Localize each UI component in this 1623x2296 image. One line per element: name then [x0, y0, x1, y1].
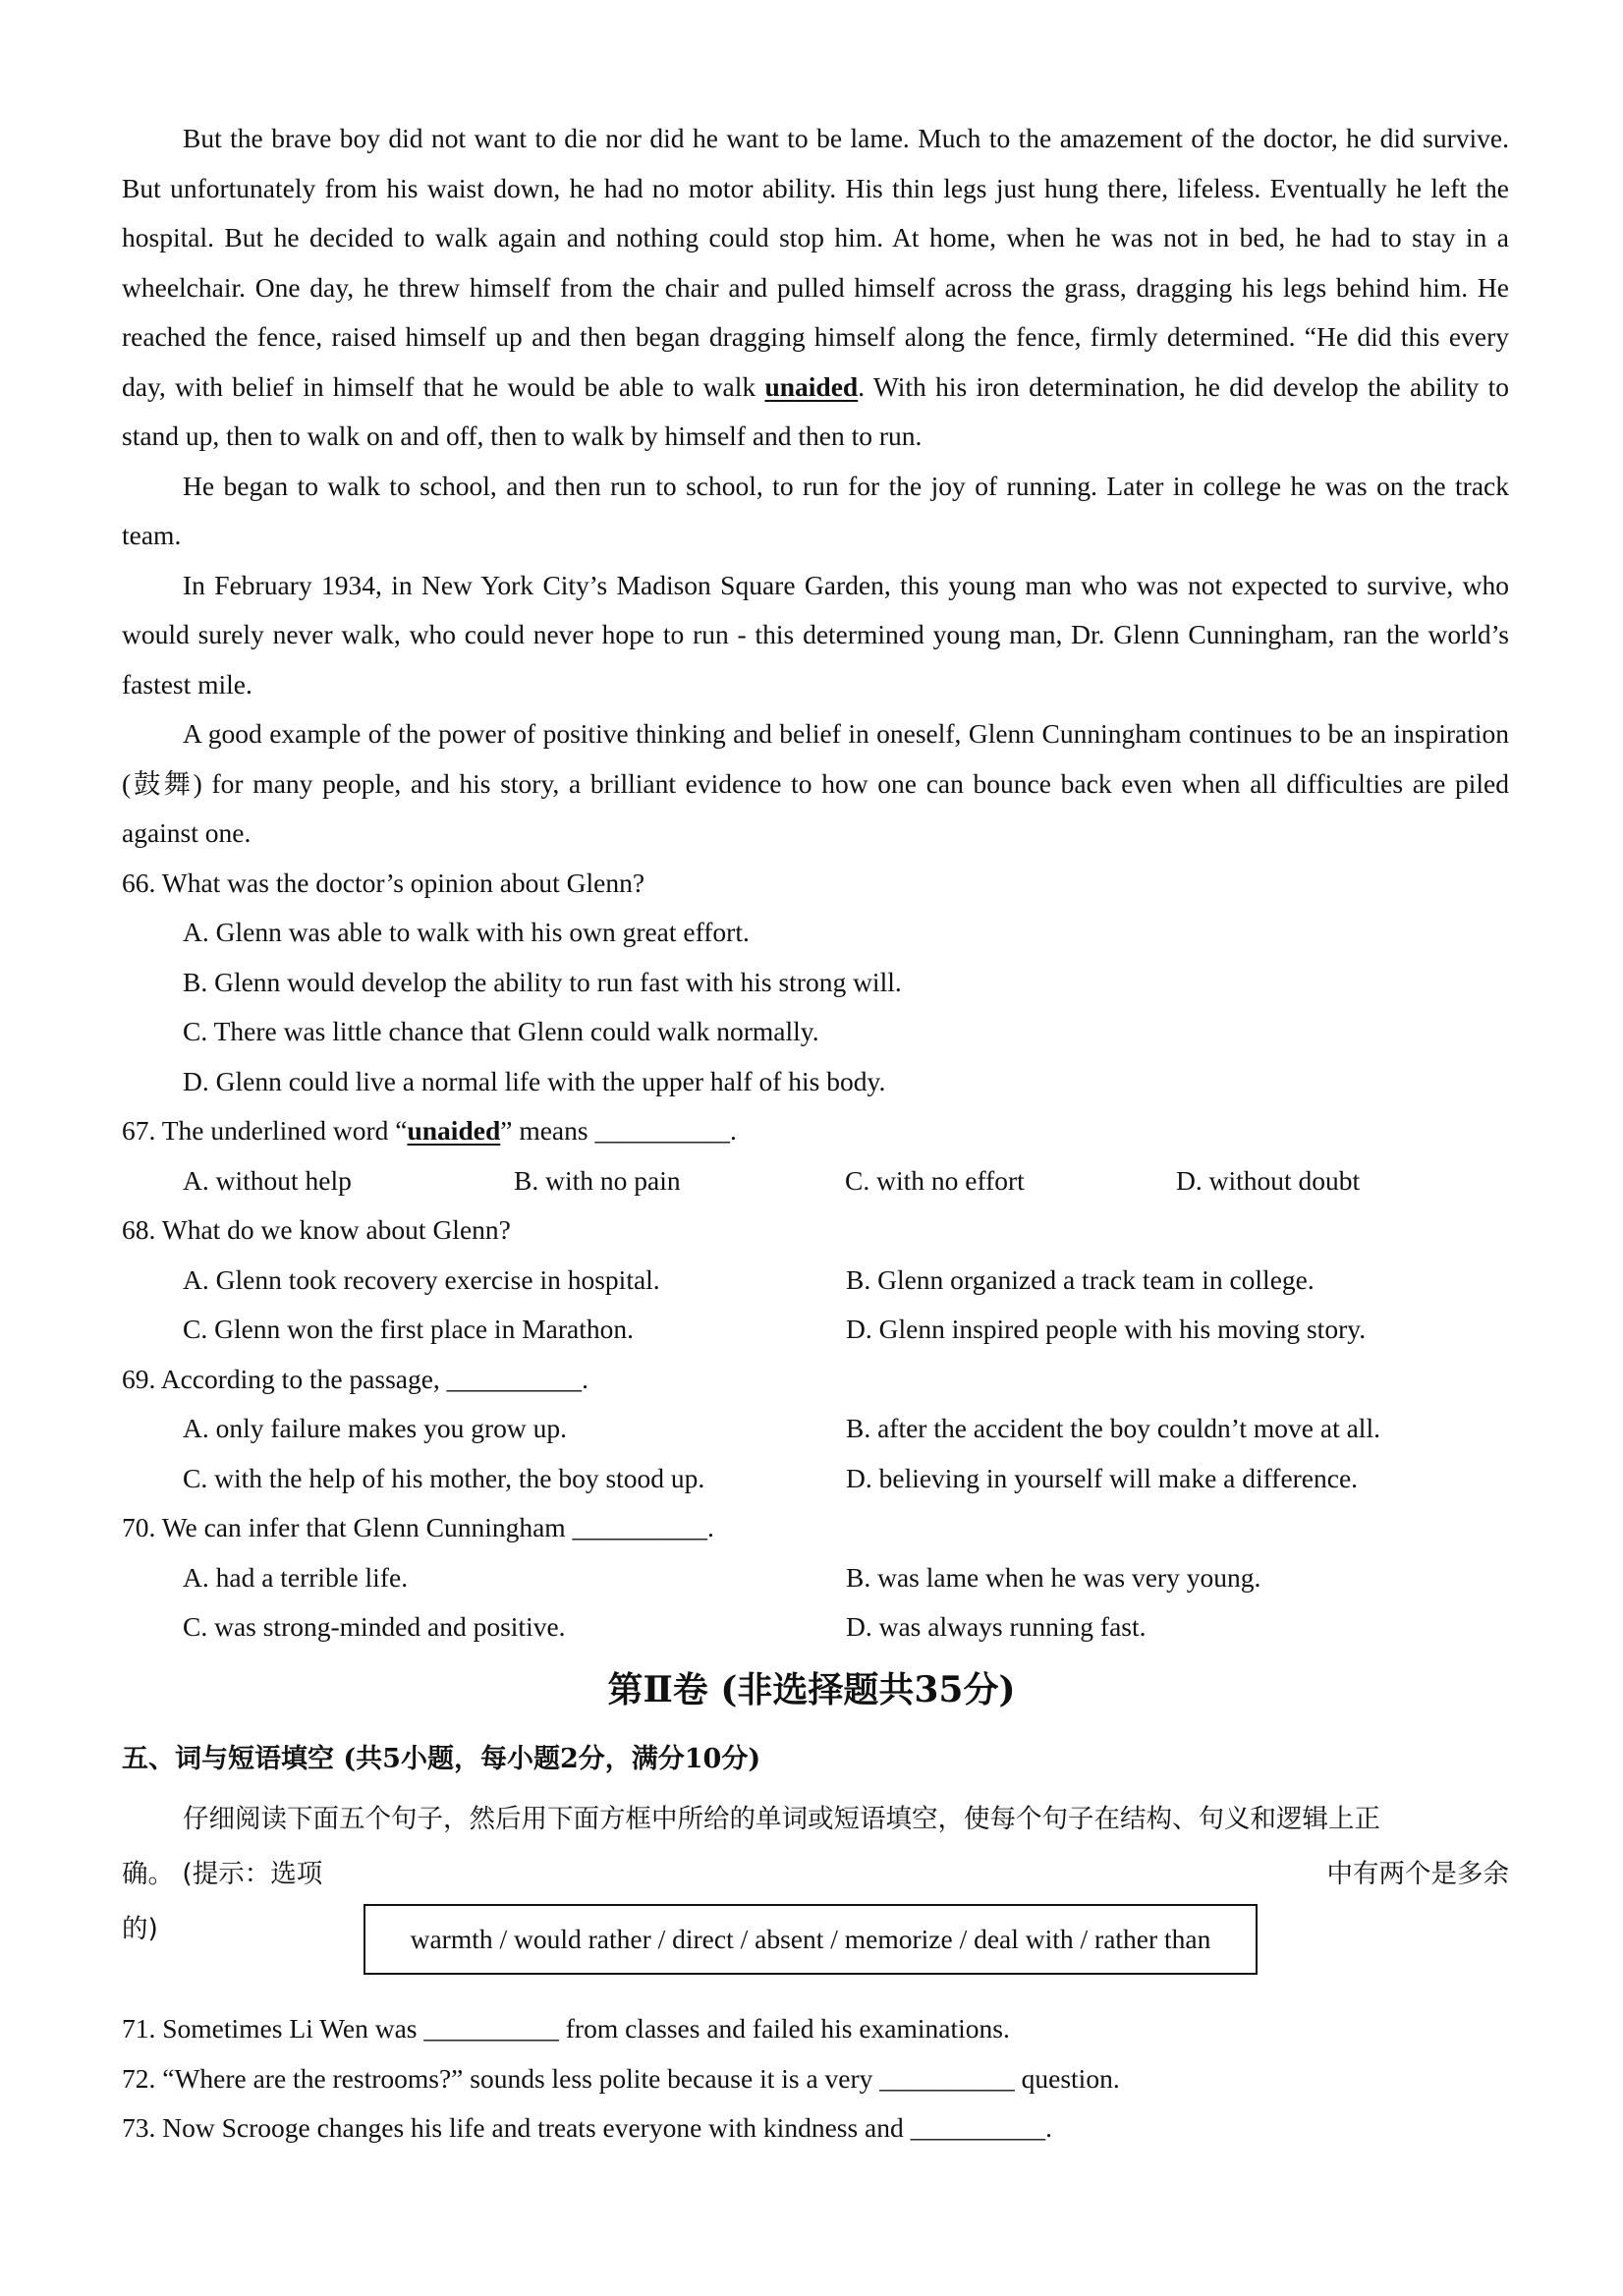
- option: B. after the accident the boy couldn’t move at all.: [846, 1413, 1380, 1443]
- fill-item: 72. “Where are the restrooms?” sounds less polite because it is a very __________ question.: [122, 2062, 1120, 2094]
- option: B. Glenn would develop the ability to run fast with his strong will.: [183, 966, 902, 997]
- section-heading: 五、词与短语填空 (共5小题，每小题2分，满分10分): [122, 1744, 761, 1774]
- instruction-line: 的): [122, 1914, 158, 1944]
- option: B. with no pain: [514, 1164, 681, 1196]
- option: B. Glenn organized a track team in college.: [846, 1263, 1315, 1295]
- question-66: 66. What was the doctor’s opinion about Glenn?: [122, 867, 645, 898]
- options-row: [183, 1156, 1509, 1206]
- underlined-word: unaided: [407, 1115, 501, 1146]
- option: D. Glenn inspired people with his moving story.: [846, 1314, 1367, 1344]
- options-row: [183, 1305, 1509, 1355]
- option: A. without help: [183, 1164, 352, 1196]
- reading-passage: [122, 114, 1509, 1652]
- fill-item: 71. Sometimes Li Wen was __________ from classes and failed his examinations.: [122, 2013, 1010, 2044]
- paragraph: A good example of the power of positive thinking and belief in oneself, Glenn Cunningham continues to be an inspiration (鼓舞) for many people, and his story, a brilliant evidence to how one can bounce back even when all difficulties are piled against one.: [122, 718, 1509, 848]
- word-bank-box: warmth / would rather / direct / absent / memorize / deal with / rather than: [364, 1904, 1258, 1975]
- option: A. Glenn took recovery exercise in hospital.: [183, 1263, 660, 1295]
- paragraph: But the brave boy did not want to die nor did he want to be lame. Much to the amazement of the doctor, he did survive. But unfortunately from his waist down, he had no motor ability. His thin legs just hung there, lifeless. Eventually he left the hospital. But he decided to walk again and nothing could stop him. At home, when he was not in bed, he had to stay in a wheelchair. One day, he threw himself from the chair and pulled himself across the grass, dragging his legs behind him. He reached the fence, raised himself up and then began dragging himself along the fence, firmly determined. “He did this every day, with belief in himself that he would be able to walk unaided. With his iron determination, he did develop the ability to stand up, then to walk on and off, then to walk by himself and then to run.: [122, 123, 1509, 451]
- part-two-title: 第Ⅱ卷 (非选择题共35分): [607, 1669, 1016, 1710]
- options-row: [183, 1602, 1509, 1652]
- option: D. Glenn could live a normal life with the upper half of his body.: [183, 1065, 886, 1096]
- paragraph: He began to walk to school, and then run to school, to run for the joy of running. Later in college he was on the track team.: [122, 470, 1509, 550]
- paragraph: In February 1934, in New York City’s Madison Square Garden, this young man who was not expected to survive, who would surely never walk, who could never hope to run - this determined young man, Dr. Glenn Cunningham, ran the world’s fastest mile.: [122, 569, 1509, 700]
- options-row: [183, 1454, 1509, 1504]
- underlined-word: unaided: [764, 370, 859, 402]
- option: A. had a terrible life.: [183, 1561, 409, 1593]
- option: C. There was little chance that Glenn could walk normally.: [183, 1016, 819, 1046]
- option: C. Glenn won the first place in Marathon.: [183, 1314, 634, 1344]
- option: D. without doubt: [1176, 1164, 1361, 1196]
- options-row: [183, 1553, 1509, 1603]
- option: D. was always running fast.: [846, 1611, 1147, 1642]
- question-70: 70. We can infer that Glenn Cunningham __________.: [122, 1512, 714, 1542]
- question-68: 68. What do we know about Glenn?: [122, 1214, 511, 1245]
- option: C. was strong-minded and positive.: [183, 1611, 566, 1642]
- options-row: [183, 1256, 1509, 1306]
- option: C. with the help of his mother, the boy stood up.: [183, 1462, 705, 1493]
- fill-item: 73. Now Scrooge changes his life and treats everyone with kindness and __________.: [122, 2112, 1053, 2143]
- option: A. Glenn was able to walk with his own great effort.: [183, 917, 750, 947]
- instruction-line: 确。 (提示：选项 中有两个是多余: [122, 1859, 1509, 1889]
- option: A. only failure makes you grow up.: [183, 1413, 568, 1443]
- option: C. with no effort: [845, 1164, 1025, 1196]
- question-69: 69. According to the passage, __________.: [122, 1363, 589, 1394]
- options-row: [183, 1404, 1509, 1454]
- option: D. believing in yourself will make a difference.: [846, 1462, 1359, 1493]
- option: B. was lame when he was very young.: [846, 1561, 1261, 1593]
- question-67: 67. The underlined word “unaided” means __________.: [122, 1115, 737, 1146]
- fill-in-items: [122, 2004, 1509, 2154]
- instruction-line: 仔细阅读下面五个句子，然后用下面方框中所给的单词或短语填空，使每个句子在结构、句义和逻辑上正: [183, 1804, 1380, 1834]
